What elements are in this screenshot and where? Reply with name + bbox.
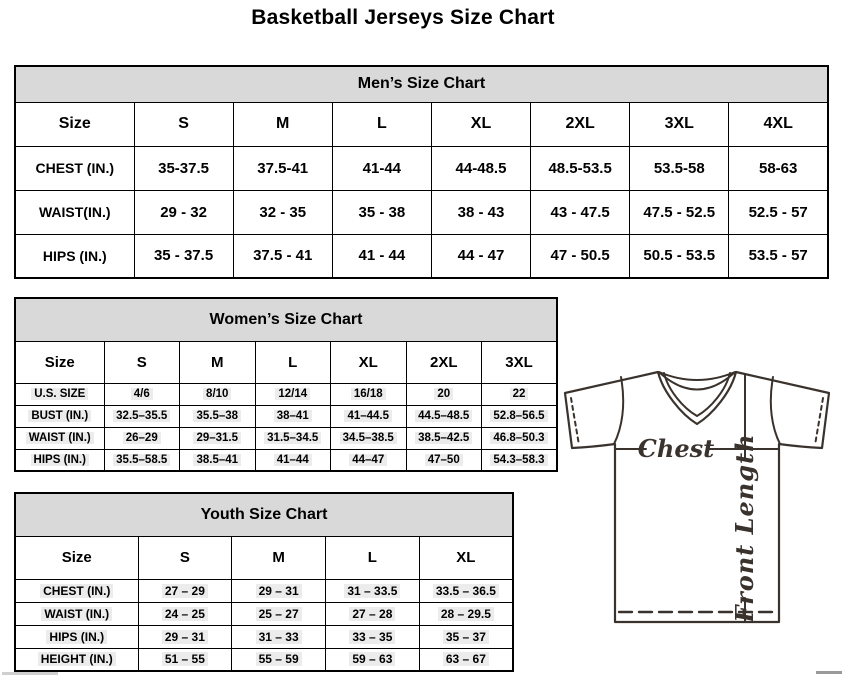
size-header-row [15,102,828,146]
column-header: 2XL [406,341,482,383]
armhole-seam-right [771,377,780,444]
size-label: Size [15,536,138,579]
value-cell: 29 – 31 [232,579,326,602]
womens-size-table [14,297,558,472]
collar-back-curve-1 [659,372,735,380]
value-cell: 4/6 [104,383,180,405]
value-cell: 59 – 63 [326,648,420,671]
value-cell: 31.5–34.5 [255,427,331,449]
cuff-dash-right [815,398,823,445]
value-cell: 47 - 50.5 [531,234,630,278]
value-cell: 12/14 [255,383,331,405]
column-header: 2XL [531,102,630,146]
size-label: Size [15,341,104,383]
value-cell: 37.5-41 [233,146,332,190]
value-cell: 29 - 32 [134,190,233,234]
column-header: XL [431,102,530,146]
column-header: 3XL [630,102,729,146]
value-cell: 38–41 [255,405,331,427]
table-row [15,648,513,671]
column-header: M [233,102,332,146]
row-label: WAIST (IN.) [15,427,104,449]
value-cell: 28 – 29.5 [419,602,513,625]
value-cell: 26–29 [104,427,180,449]
row-label: WAIST(IN.) [15,190,134,234]
table-row [15,427,557,449]
value-cell: 35-37.5 [134,146,233,190]
value-cell: 47–50 [406,449,482,471]
value-cell: 37.5 - 41 [233,234,332,278]
row-label: HEIGHT (IN.) [15,648,138,671]
section-header-row [15,66,828,102]
value-cell: 32.5–35.5 [104,405,180,427]
value-cell: 35.5–58.5 [104,449,180,471]
row-label: U.S. SIZE [15,383,104,405]
row-label: HIPS (IN.) [15,449,104,471]
value-cell: 41-44 [332,146,431,190]
value-cell: 35 - 37.5 [134,234,233,278]
mens-size-table [14,65,829,279]
value-cell: 58-63 [729,146,828,190]
section-header-row [15,493,513,536]
column-header: XL [419,536,513,579]
value-cell: 32 - 35 [233,190,332,234]
value-cell: 44–47 [331,449,407,471]
youth-size-table [14,492,514,672]
size-header-row [15,536,513,579]
row-label: CHEST (IN.) [15,579,138,602]
value-cell: 63 – 67 [419,648,513,671]
value-cell: 47.5 - 52.5 [630,190,729,234]
table-row [15,190,828,234]
value-cell: 29 – 31 [138,625,232,648]
row-label: HIPS (IN.) [15,234,134,278]
value-cell: 44 - 47 [431,234,530,278]
size-label: Size [15,102,134,146]
armhole-seam-left [614,377,623,444]
value-cell: 34.5–38.5 [331,427,407,449]
table-row [15,449,557,471]
column-header: M [232,536,326,579]
value-cell: 25 – 27 [232,602,326,625]
table-row [15,146,828,190]
value-cell: 38.5–41 [180,449,256,471]
value-cell: 52.8–56.5 [482,405,558,427]
column-header: 4XL [729,102,828,146]
front-length-label: Front Length [730,433,759,623]
value-cell: 8/10 [180,383,256,405]
value-cell: 38.5–42.5 [406,427,482,449]
section-header: Men’s Size Chart [15,66,828,102]
column-header: S [104,341,180,383]
table-row [15,234,828,278]
value-cell: 51 – 55 [138,648,232,671]
value-cell: 35 - 38 [332,190,431,234]
column-header: 3XL [482,341,558,383]
section-header: Women’s Size Chart [15,298,557,341]
value-cell: 48.5-53.5 [531,146,630,190]
row-label: BUST (IN.) [15,405,104,427]
value-cell: 54.3–58.3 [482,449,558,471]
horizontal-scrollbar-fragment-left[interactable] [2,672,58,675]
value-cell: 41–44.5 [331,405,407,427]
table-row [15,579,513,602]
jersey-measurement-diagram [555,360,843,670]
column-header: S [134,102,233,146]
value-cell: 55 – 59 [232,648,326,671]
cuff-dash-left [571,398,579,445]
column-header: M [180,341,256,383]
value-cell: 43 - 47.5 [531,190,630,234]
value-cell: 53.5-58 [630,146,729,190]
page-title: Basketball Jerseys Size Chart [251,6,555,29]
value-cell: 52.5 - 57 [729,190,828,234]
column-header: S [138,536,232,579]
value-cell: 31 – 33 [232,625,326,648]
value-cell: 33.5 – 36.5 [419,579,513,602]
section-header-row [15,298,557,341]
value-cell: 35 – 37 [419,625,513,648]
table-row [15,383,557,405]
section-header: Youth Size Chart [15,493,513,536]
column-header: L [255,341,331,383]
value-cell: 50.5 - 53.5 [630,234,729,278]
value-cell: 44-48.5 [431,146,530,190]
value-cell: 27 – 28 [326,602,420,625]
table-row [15,625,513,648]
value-cell: 41–44 [255,449,331,471]
value-cell: 27 – 29 [138,579,232,602]
value-cell: 46.8–50.3 [482,427,558,449]
value-cell: 33 – 35 [326,625,420,648]
value-cell: 38 - 43 [431,190,530,234]
table-row [15,405,557,427]
row-label: CHEST (IN.) [15,146,134,190]
value-cell: 16/18 [331,383,407,405]
value-cell: 41 - 44 [332,234,431,278]
value-cell: 31 – 33.5 [326,579,420,602]
column-header: L [326,536,420,579]
jersey-outline [565,372,829,622]
row-label: HIPS (IN.) [15,625,138,648]
horizontal-scrollbar-fragment-right[interactable] [816,671,842,674]
value-cell: 22 [482,383,558,405]
value-cell: 29–31.5 [180,427,256,449]
chest-label: Chest [637,434,715,463]
column-header: L [332,102,431,146]
value-cell: 44.5–48.5 [406,405,482,427]
value-cell: 20 [406,383,482,405]
column-header: XL [331,341,407,383]
row-label: WAIST (IN.) [15,602,138,625]
table-row [15,602,513,625]
size-header-row [15,341,557,383]
value-cell: 53.5 - 57 [729,234,828,278]
value-cell: 24 – 25 [138,602,232,625]
value-cell: 35.5–38 [180,405,256,427]
